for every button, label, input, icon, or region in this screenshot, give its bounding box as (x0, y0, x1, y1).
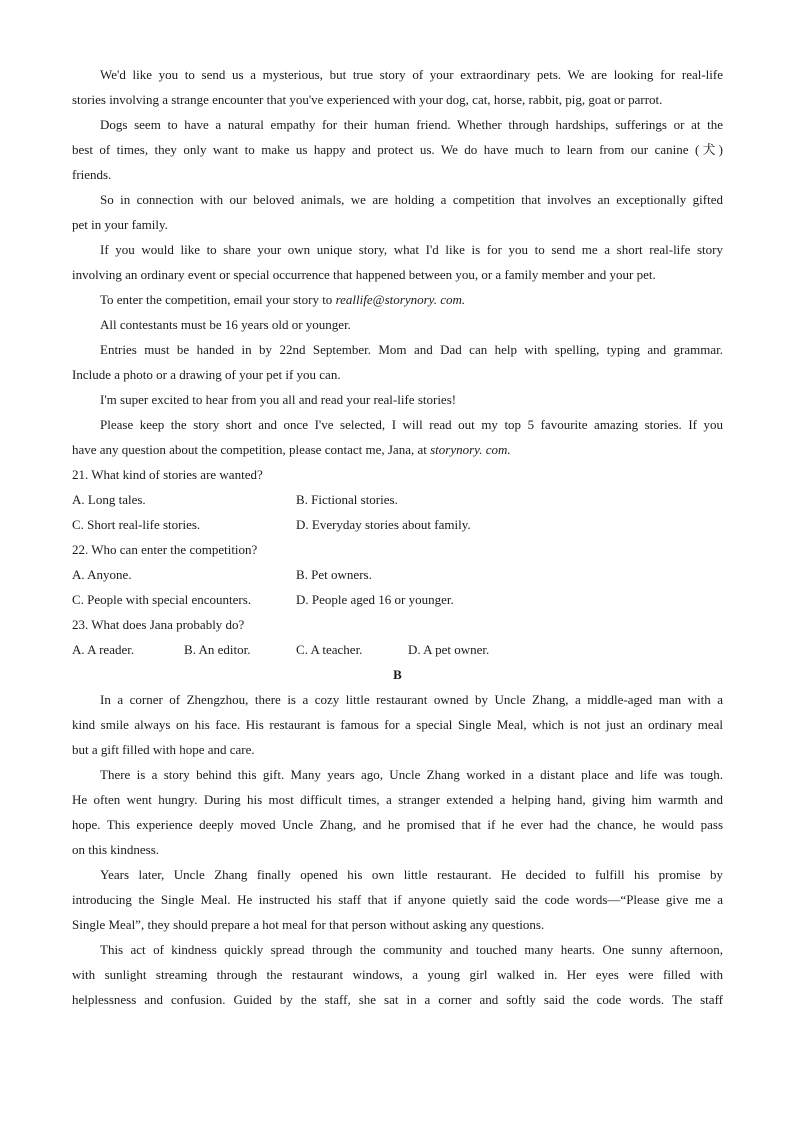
option-d: D. People aged 16 or younger. (296, 592, 454, 607)
text-line (72, 437, 723, 462)
passage-a-paragraph (72, 387, 723, 412)
option-a: A. Long tales. (72, 492, 146, 507)
option-b: B. Pet owners. (296, 567, 372, 582)
passage-a-paragraph (72, 287, 723, 312)
passage-a-paragraph (72, 112, 723, 187)
text-line: Years later, Uncle Zhang finally opened his own little restaurant. He decided to fulfill his promise by (100, 867, 723, 882)
option-c: C. People with special encounters. (72, 592, 252, 607)
passage-b-paragraph (72, 937, 723, 1012)
text-line: but a gift filled with hope and care. (72, 742, 255, 757)
option-c: C. A teacher. (296, 642, 363, 657)
text-line: So in connection with our beloved animals, we are holding a competition that involves an exceptionally gifted (100, 192, 723, 207)
text-line: stories involving a strange encounter that you've experienced with your dog, cat, horse, rabbit, pig, goat or parrot. (72, 92, 663, 107)
text-line: Include a photo or a drawing of your pet if you can. (72, 367, 341, 382)
option-b: B. Fictional stories. (296, 492, 398, 507)
option-row (72, 512, 723, 537)
text-line: kind smile always on his face. His restaurant is famous for a special Single Meal, which is not just an ordinary meal (72, 717, 723, 732)
text-line: hope. This experience deeply moved Uncle Zhang, and he promised that if he ever had the chance, he would pass (72, 817, 723, 832)
option-row (72, 562, 723, 587)
text-line: We'd like you to send us a mysterious, but true story of your extraordinary pets. We are looking for real-life (100, 67, 723, 82)
text-line: with sunlight streaming through the restaurant windows, a young girl walked in. Her eyes were filled with (72, 967, 723, 982)
text-line: This act of kindness quickly spread through the community and touched many hearts. One sunny afternoon, (100, 942, 723, 957)
website-link: storynory. com. (430, 442, 511, 457)
option-d: D. A pet owner. (408, 642, 490, 657)
option-row (72, 487, 723, 512)
text-line: Single Meal”, they should prepare a hot meal for that person without asking any questions. (72, 917, 545, 932)
text-segment: have any question about the competition, please contact me, Jana, at (72, 442, 431, 457)
passage-a-paragraph (72, 187, 723, 237)
text-line: helplessness and confusion. Guided by the staff, she sat in a corner and softly said the code words. The staff (72, 992, 723, 1007)
question-23 (72, 612, 723, 662)
text-line: If you would like to share your own unique story, what I'd like is for you to send me a short real-life story (100, 242, 723, 257)
document-page (72, 62, 723, 1012)
passage-b-paragraph (72, 862, 723, 937)
text-line: Please keep the story short and once I've selected, I will read out my top 5 favourite amazing stories. If you (100, 417, 723, 432)
option-b: B. An editor. (184, 642, 251, 657)
option-row (72, 637, 723, 662)
question-22 (72, 537, 723, 612)
text-line: introducing the Single Meal. He instructed his staff that if anyone quietly said the code words—“Please give me a (72, 892, 723, 907)
option-c: C. Short real-life stories. (72, 517, 201, 532)
question-stem: 22. Who can enter the competition? (72, 542, 258, 557)
text-line: In a corner of Zhengzhou, there is a cozy little restaurant owned by Uncle Zhang, a middle-aged man with a (100, 692, 723, 707)
text-line: Entries must be handed in by 22nd September. Mom and Dad can help with spelling, typing and grammar. (100, 342, 723, 357)
website-link: reallife@storynory. com. (335, 292, 466, 307)
text-line (72, 287, 723, 312)
text-line: involving an ordinary event or special occurrence that happened between you, or a family member and your pet. (72, 267, 656, 282)
passage-a-paragraph (72, 62, 723, 112)
text-line: Dogs seem to have a natural empathy for their human friend. Whether through hardships, sufferings or at the (100, 117, 723, 132)
question-stem: 23. What does Jana probably do? (72, 617, 245, 632)
passage-a-paragraph (72, 337, 723, 387)
text-line: friends. (72, 167, 112, 182)
question-stem: 21. What kind of stories are wanted? (72, 467, 263, 482)
text-line: There is a story behind this gift. Many years ago, Uncle Zhang worked in a distant place and life was tough. (100, 767, 723, 782)
question-21 (72, 462, 723, 537)
option-row (72, 587, 723, 612)
text-line: pet in your family. (72, 217, 168, 232)
passage-a-paragraph (72, 312, 723, 337)
text-line: He often went hungry. During his most difficult times, a stranger extended a helping hand, giving him warmth and (72, 792, 723, 807)
passage-b-paragraph (72, 687, 723, 762)
text-line: I'm super excited to hear from you all and read your real-life stories! (100, 392, 457, 407)
option-a: A. A reader. (72, 642, 135, 657)
option-d: D. Everyday stories about family. (296, 517, 471, 532)
passage-b-paragraph (72, 762, 723, 862)
option-a: A. Anyone. (72, 567, 132, 582)
passage-a-paragraph (72, 237, 723, 287)
text-line: on this kindness. (72, 842, 160, 857)
text-segment: To enter the competition, email your story to (100, 292, 336, 307)
text-line: best of times, they only want to make us happy and protect us. We do have much to learn from our canine (犬) (72, 142, 723, 157)
passage-a-paragraph (72, 412, 723, 462)
section-heading: B (393, 667, 402, 682)
text-line: All contestants must be 16 years old or younger. (100, 317, 351, 332)
